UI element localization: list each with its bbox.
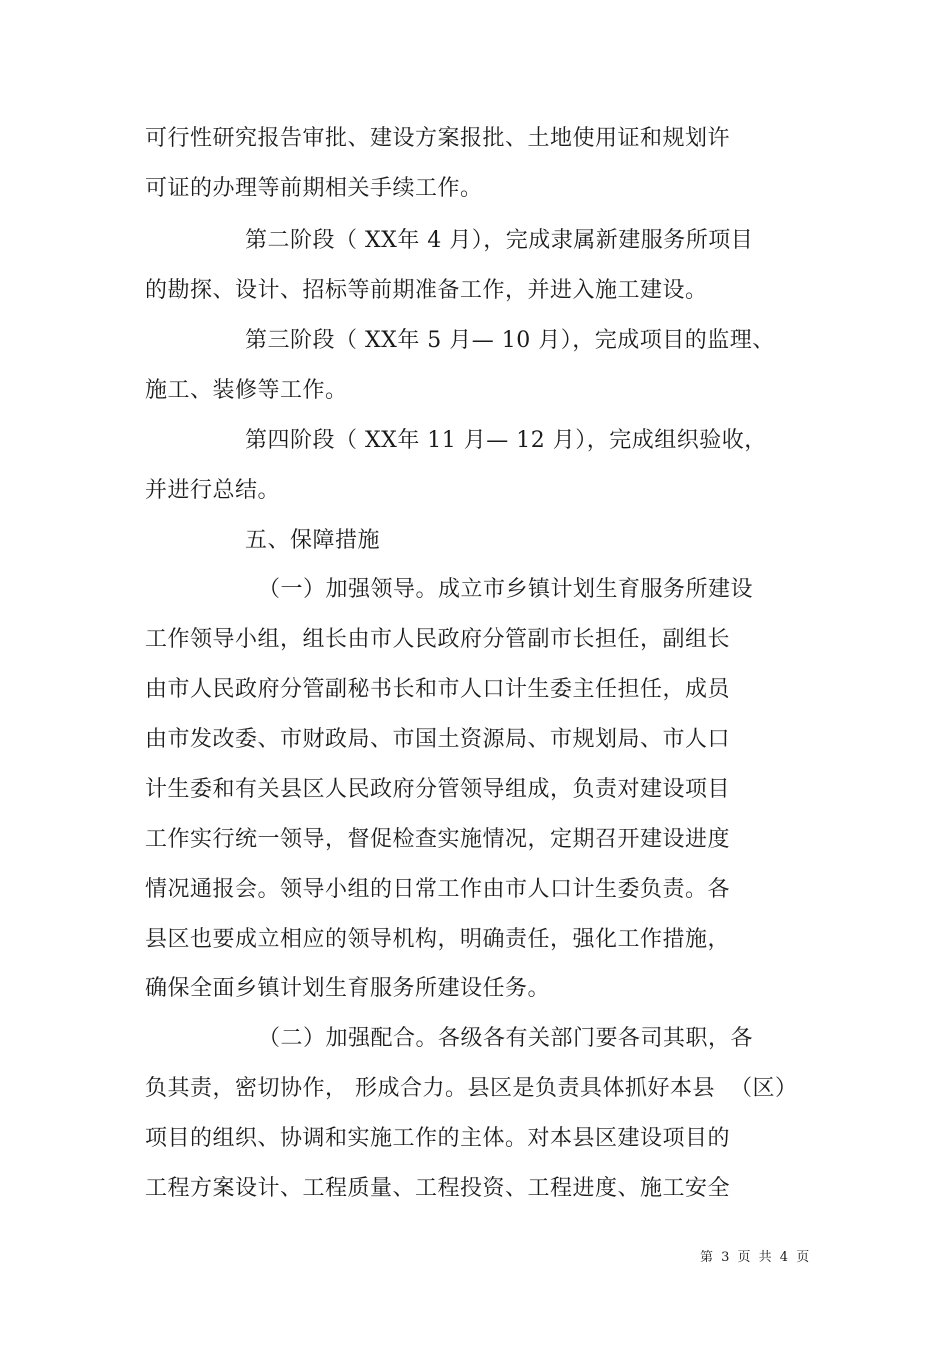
text-line: 第二阶段（ XX年 4 月），完成隶属新建服务所项目 (245, 228, 754, 253)
text-line: 工作实行统一领导，督促检查实施情况，定期召开建设进度 (145, 827, 731, 852)
text-line: 第四阶段（ XX年 11 月— 12 月），完成组织验收， (245, 428, 767, 453)
text-line: 可行性研究报告审批、建设方案报批、土地使用证和规划许 (145, 126, 731, 151)
text-line: （二）加强配合。各级各有关部门要各司其职，各 (258, 1026, 754, 1051)
text-line: 项目的组织、协调和实施工作的主体。对本县区建设项目的 (145, 1126, 731, 1151)
text-line: （一）加强领导。成立市乡镇计划生育服务所建设 (258, 577, 754, 602)
text-line: 确保全面乡镇计划生育服务所建设任务。 (145, 976, 551, 1001)
text-line: 施工、装修等工作。 (145, 378, 348, 403)
text-line: 工程方案设计、工程质量、工程投资、工程进度、施工安全 (145, 1176, 731, 1201)
text-line: 由市发改委、市财政局、市国土资源局、市规划局、市人口 (145, 727, 731, 752)
page-number-footer: 第 3 页 共 4 页 (700, 1250, 812, 1265)
text-line: 的勘探、设计、招标等前期准备工作，并进入施工建设。 (145, 278, 708, 303)
text-line: 工作领导小组，组长由市人民政府分管副市长担任，副组长 (145, 627, 731, 652)
text-line: 可证的办理等前期相关手续工作。 (145, 176, 483, 201)
text-line: 计生委和有关县区人民政府分管领导组成，负责对建设项目 (145, 777, 731, 802)
text-line: 由市人民政府分管副秘书长和市人口计生委主任担任，成员 (145, 677, 731, 702)
text-line: 县区也要成立相应的领导机构，明确责任，强化工作措施， (145, 927, 731, 952)
text-line: 第三阶段（ XX年 5 月— 10 月），完成项目的监理、 (245, 328, 775, 353)
section-heading: 五、保障措施 (245, 528, 381, 553)
text-line: 情况通报会。领导小组的日常工作由市人口计生委负责。各 (145, 877, 731, 902)
text-line: 并进行总结。 (145, 478, 281, 503)
text-line: 负其责，密切协作， 形成合力。县区是负责具体抓好本县 （区） (145, 1076, 798, 1101)
